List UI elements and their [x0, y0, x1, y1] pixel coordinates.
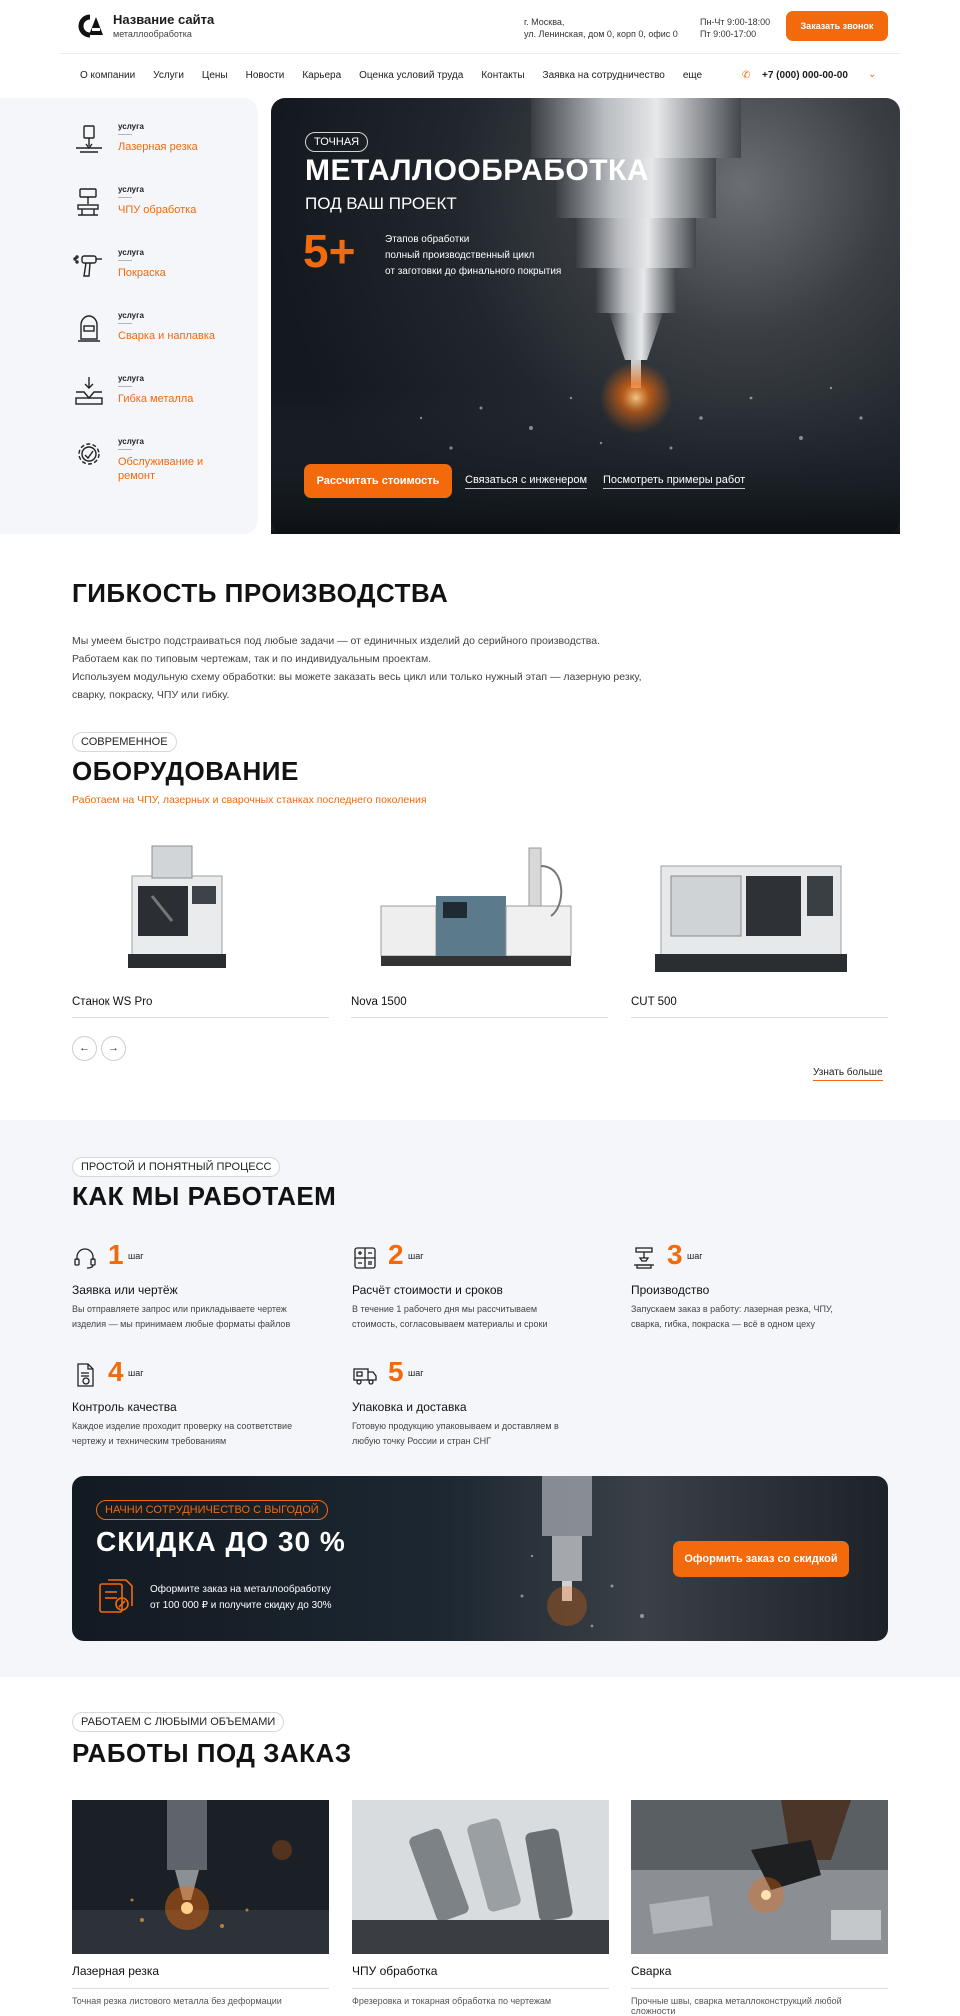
nav-item-more[interactable]: еще — [682, 70, 703, 81]
nav-item-contacts[interactable]: Контакты — [481, 70, 525, 81]
flexibility-text — [72, 632, 652, 704]
contact-engineer-link[interactable]: Связаться с инженером — [465, 474, 587, 489]
hero-stat-number: 5+ — [303, 225, 356, 277]
work-description: Прочные швы, сварка металлоконструкций любой сложности — [631, 1996, 842, 2016]
hours-line: Пт 9:00-17:00 — [700, 29, 757, 39]
step-title: Контроль качества — [72, 1400, 177, 1414]
banner-text-line: от 100 000 ₽ и получите скидку до 30% — [150, 1600, 332, 1611]
logo-icon[interactable] — [76, 14, 104, 38]
address-line: г. Москва, — [524, 17, 565, 27]
site-header — [0, 0, 960, 96]
divider — [631, 1988, 888, 1989]
paragraph: Используем модульную схему обработки: вы можете заказать весь цикл или только нужный этап — лазерную резку, сварку, покраску, ЧПУ или гибку. — [72, 671, 642, 701]
desc-line: чертежу и техническим требованиям — [72, 1436, 227, 1446]
desc-line: сварка, гибка, покраска — всё в одном цеху — [631, 1319, 815, 1329]
working-hours — [700, 16, 770, 40]
service-name[interactable]: ЧПУ обработка — [118, 204, 197, 216]
work-name[interactable]: ЧПУ обработка — [352, 1964, 438, 1978]
desc-line: Запускаем заказ в работу: лазерная резка, ЧПУ, — [631, 1304, 833, 1314]
equipment-name[interactable]: CUT 500 — [631, 996, 677, 1008]
carousel-next-button[interactable]: → — [101, 1036, 126, 1061]
step-description — [352, 1419, 602, 1449]
divider — [118, 197, 132, 198]
header-divider — [60, 53, 900, 54]
work-name[interactable]: Сварка — [631, 1964, 672, 1978]
divider — [118, 323, 132, 324]
nav-item-career[interactable]: Карьера — [302, 70, 342, 81]
step-number: 1 — [108, 1239, 124, 1270]
headset-icon — [72, 1245, 98, 1271]
nav-item-prices[interactable]: Цены — [201, 70, 228, 81]
laser-cutting-photo — [72, 1800, 329, 1954]
desc-line: Вы отправляете запрос или прикладываете чертеж — [72, 1304, 287, 1314]
work-name[interactable]: Лазерная резка — [72, 1964, 160, 1978]
step-description — [631, 1302, 881, 1332]
desc-line: стоимость, согласовываем материалы и сроки — [352, 1319, 548, 1329]
desc-line: Каждое изделие проходит проверку на соответствие — [72, 1421, 293, 1431]
service-name[interactable]: Лазерная резка — [118, 141, 198, 153]
desc-line: Готовую продукцию упаковываем и доставляем в — [352, 1421, 559, 1431]
stat-line: от заготовки до финального покрытия — [385, 266, 562, 277]
services-panel — [0, 98, 258, 534]
document-check-icon — [72, 1362, 98, 1388]
process-tag: ПРОСТОЙ И ПОНЯТНЫЙ ПРОЦЕСС — [72, 1157, 280, 1177]
metal-bending-icon — [72, 374, 106, 408]
machine-ws-pro-image — [72, 836, 329, 986]
desc-line: В течение 1 рабочего дня мы рассчитываем — [352, 1304, 538, 1314]
stat-line: Этапов обработки — [385, 234, 470, 245]
work-description: Точная резка листового металла без деформации — [72, 1996, 282, 2006]
works-tag: РАБОТАЕМ С ЛЮБЫМИ ОБЪЕМАМИ — [72, 1712, 284, 1732]
cnc-tools-photo — [352, 1800, 609, 1954]
flexibility-title: ГИБКОСТЬ ПРОИЗВОДСТВА — [72, 578, 449, 608]
phone-number[interactable]: +7 (000) 000-00-00 — [762, 70, 848, 81]
address-line: ул. Ленинская, дом 0, корп 0, офис 0 — [524, 29, 678, 39]
hero-title: МЕТАЛЛООБРАБОТКА — [305, 154, 650, 187]
service-kicker: услуга — [118, 437, 144, 446]
divider — [118, 449, 132, 450]
step-title: Производство — [631, 1283, 710, 1297]
order-discount-button[interactable]: Оформить заказ со скидкой — [673, 1541, 849, 1577]
spray-gun-icon — [72, 248, 106, 282]
service-kicker: услуга — [118, 374, 144, 383]
step-label: шаг — [128, 1368, 144, 1378]
divider — [118, 134, 132, 135]
address — [524, 16, 678, 40]
step-label: шаг — [408, 1251, 424, 1261]
step-number: 3 — [667, 1239, 683, 1270]
step-title: Упаковка и доставка — [352, 1400, 467, 1414]
hero-stat-text — [385, 232, 561, 280]
step-title: Заявка или чертёж — [72, 1283, 178, 1297]
step-description — [352, 1302, 602, 1332]
learn-more-link[interactable]: Узнать больше — [813, 1067, 883, 1081]
service-kicker: услуга — [118, 185, 144, 194]
equipment-title: ОБОРУДОВАНИЕ — [72, 756, 299, 786]
nav-item-about[interactable]: О компании — [80, 70, 136, 81]
service-kicker: услуга — [118, 122, 144, 131]
step-description — [72, 1419, 322, 1449]
divider — [352, 1988, 609, 1989]
service-kicker: услуга — [118, 311, 144, 320]
welding-mask-icon — [72, 311, 106, 345]
carousel-prev-button[interactable]: ← — [72, 1036, 97, 1061]
service-name[interactable]: Гибка металла — [118, 393, 194, 405]
chevron-down-icon[interactable]: ⌄ — [868, 69, 877, 80]
equipment-subtitle: Работаем на ЧПУ, лазерных и сварочных станках последнего поколения — [72, 794, 427, 806]
hero-banner — [271, 98, 900, 534]
view-examples-link[interactable]: Посмотреть примеры работ — [603, 474, 745, 489]
step-number: 4 — [108, 1356, 124, 1387]
banner-text — [150, 1582, 332, 1614]
calculate-cost-button[interactable]: Рассчитать стоимость — [304, 464, 452, 498]
divider — [72, 1017, 329, 1018]
step-label: шаг — [408, 1368, 424, 1378]
step-number: 5 — [388, 1356, 404, 1387]
nav-item-cooperation[interactable]: Заявка на сотрудничество — [542, 70, 665, 81]
desc-line: изделия — мы принимаем любые форматы файлов — [72, 1319, 291, 1329]
site-title[interactable]: Название сайта — [113, 12, 215, 27]
process-title: КАК МЫ РАБОТАЕМ — [72, 1181, 337, 1211]
site-subtitle: металлообработка — [113, 29, 192, 39]
order-call-button[interactable]: Заказать звонок — [786, 11, 888, 41]
banner-text-line: Оформите заказ на металлообработку — [150, 1584, 331, 1595]
machine-nova-1500-image — [351, 836, 608, 986]
work-description: Фрезеровка и токарная обработка по чертежам — [352, 1996, 552, 2006]
paragraph: Мы умеем быстро подстраиваться под любые задачи — от единичных изделий до серийного производства. — [72, 635, 601, 647]
step-number: 2 — [388, 1239, 404, 1270]
service-name[interactable]: Покраска — [118, 267, 166, 279]
divider — [631, 1017, 888, 1018]
truck-icon — [352, 1362, 378, 1388]
hero-subtitle: ПОД ВАШ ПРОЕКТ — [305, 194, 457, 213]
banner-tag: НАЧНИ СОТРУДНИЧЕСТВО С ВЫГОДОЙ — [96, 1500, 328, 1520]
step-label: шаг — [128, 1251, 144, 1261]
step-title: Расчёт стоимости и сроков — [352, 1283, 503, 1297]
banner-title: СКИДКА ДО 30 % — [96, 1526, 346, 1557]
discount-banner — [72, 1476, 888, 1641]
divider — [351, 1017, 608, 1018]
press-icon — [631, 1245, 657, 1271]
stat-line: полный производственный цикл — [385, 250, 535, 261]
step-description — [72, 1302, 322, 1332]
hero-tag: ТОЧНАЯ — [305, 132, 368, 152]
laser-cut-icon — [72, 122, 106, 156]
service-name[interactable]: Сварка и наплавка — [118, 330, 216, 342]
nav-item-services[interactable]: Услуги — [153, 70, 184, 81]
nav-item-news[interactable]: Новости — [245, 70, 285, 81]
equipment-name[interactable]: Nova 1500 — [351, 996, 407, 1008]
gear-service-icon — [72, 437, 106, 471]
equipment-name[interactable]: Станок WS Pro — [72, 996, 153, 1008]
divider — [118, 386, 132, 387]
nav-item-assessment[interactable]: Оценка условий труда — [359, 70, 464, 81]
divider — [72, 1988, 329, 1989]
step-label: шаг — [687, 1251, 703, 1261]
service-kicker: услуга — [118, 248, 144, 257]
calculator-icon — [352, 1245, 378, 1271]
divider — [118, 260, 132, 261]
main-nav — [80, 70, 720, 81]
hours-line: Пн-Чт 9:00-18:00 — [700, 17, 771, 27]
desc-line: любую точку России и стран СНГ — [352, 1436, 491, 1446]
equipment-tag: СОВРЕМЕННОЕ — [72, 732, 177, 752]
machine-cut-500-image — [631, 836, 888, 986]
works-title: РАБОТЫ ПОД ЗАКАЗ — [72, 1738, 352, 1768]
discount-document-icon — [96, 1576, 136, 1616]
phone-icon: ✆ — [742, 70, 751, 81]
service-name[interactable]: Обслуживание и ремонт — [118, 456, 204, 482]
paragraph: Работаем как по типовым чертежам, так и по индивидуальным проектам. — [72, 653, 432, 665]
welding-photo — [631, 1800, 888, 1954]
cnc-machine-icon — [72, 185, 106, 219]
